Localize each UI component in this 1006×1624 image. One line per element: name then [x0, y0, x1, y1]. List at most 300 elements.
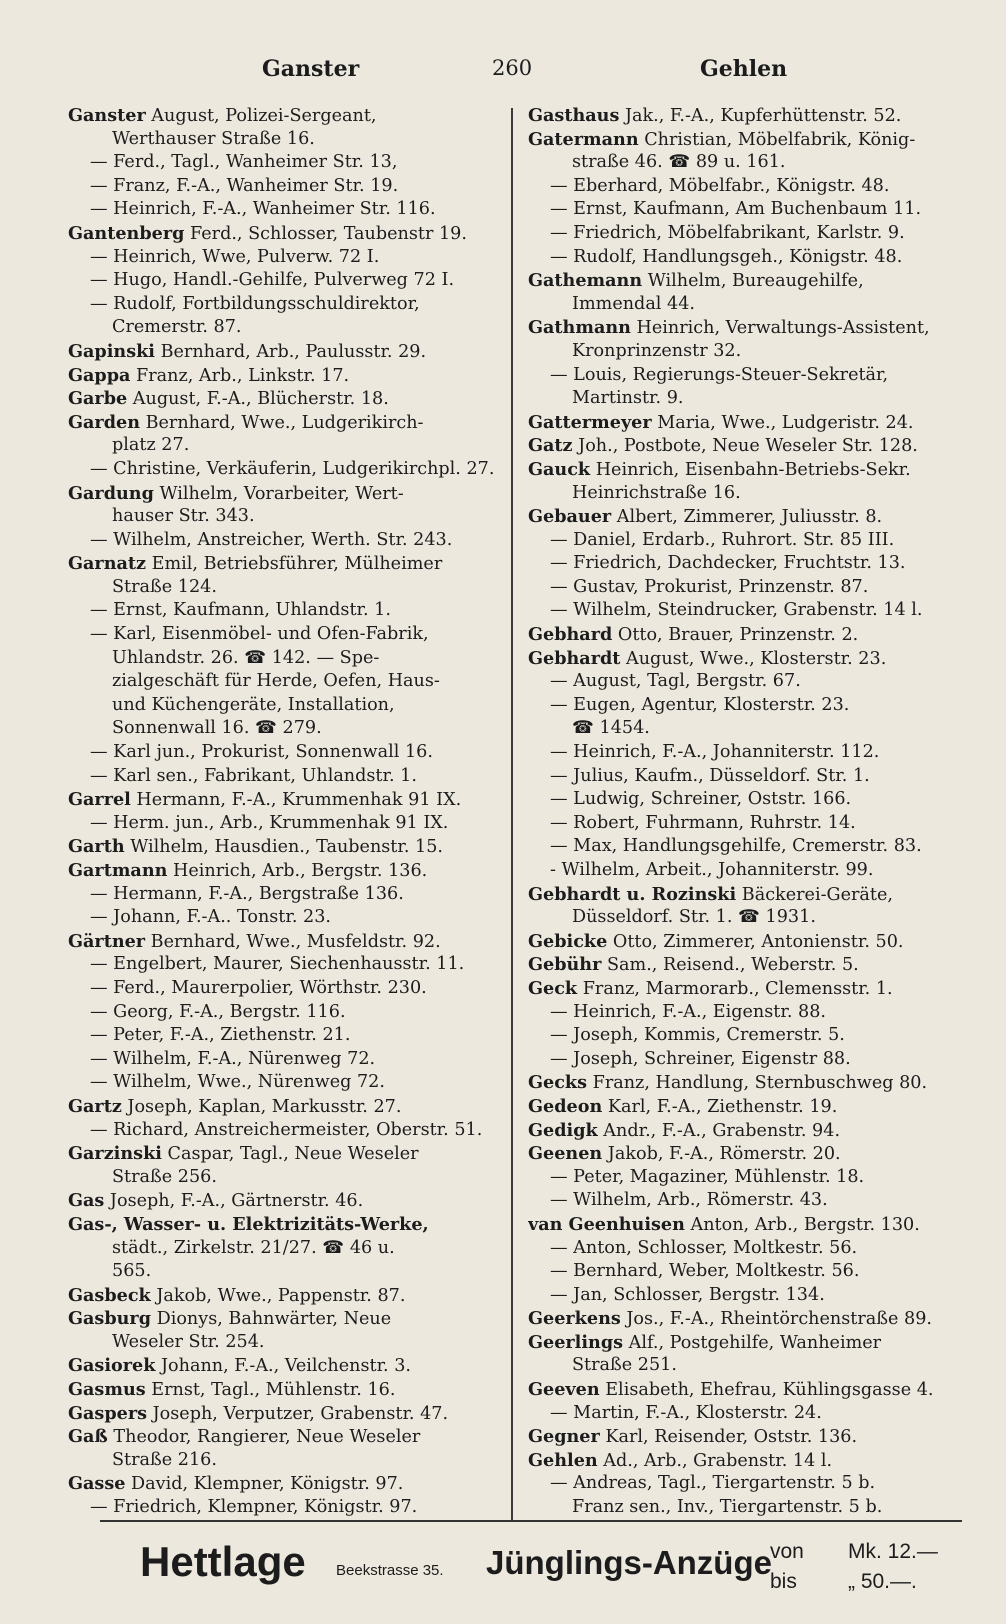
directory-entry [528, 883, 970, 907]
entry-details: — Georg, F.-A., Bergstr. 116. [90, 1001, 346, 1022]
entry-details: Christian, Möbelfabrik, König- [638, 129, 916, 150]
entry-details: Dionys, Bahnwärter, Neue [151, 1309, 392, 1330]
entry-details: — Friedrich, Möbelfabrikant, Karlstr. 9. [550, 222, 905, 243]
entry-details: — Ernst, Kaufmann, Uhlandstr. 1. [90, 600, 391, 621]
entry-details: Otto, Zimmerer, Antonienstr. 50. [607, 931, 904, 952]
entry-details: Bernhard, Arb., Paulusstr. 29. [154, 341, 427, 362]
directory-entry [68, 717, 508, 741]
entry-details: — Rudolf, Fortbildungsschuldirektor, [90, 293, 420, 314]
entry-details: — Joseph, Schreiner, Eigenstr 88. [550, 1048, 851, 1069]
entry-details: Franz, Arb., Linkstr. 17. [130, 365, 350, 386]
entry-name: Gantenberg [68, 222, 185, 244]
entry-details: Jakob, F.-A., Römerstr. 20. [602, 1144, 841, 1165]
entry-details: Karl, Reisender, Oststr. 136. [599, 1427, 858, 1448]
entry-details: Cremerstr. 87. [112, 317, 242, 338]
entry-details: — Friedrich, Klempner, Königstr. 97. [90, 1497, 418, 1518]
entry-details: städt., Zirkelstr. 21/27. ☎ 46 u. [112, 1237, 395, 1258]
entry-details: Straße 251. [572, 1355, 677, 1376]
directory-entry [68, 1213, 508, 1237]
entry-details: — Christine, Verkäuferin, Ludgerikirchpl. 27. [90, 458, 495, 479]
directory-entry [528, 529, 970, 553]
entry-details: Ernst, Tagl., Mühlenstr. 16. [145, 1380, 396, 1401]
entry-details: platz 27. [112, 435, 190, 456]
entry-details: — Peter, Magaziner, Mühlenstr. 18. [550, 1166, 865, 1187]
directory-entry [68, 222, 508, 246]
directory-entry [528, 670, 970, 694]
directory-entry [68, 1119, 508, 1143]
entry-details: hauser Str. 343. [112, 506, 255, 527]
entry-name: Gathemann [528, 270, 643, 292]
entry-details: Bernhard, Wwe., Musfeldstr. 92. [145, 931, 441, 952]
entry-details: — Engelbert, Maurer, Siechenhausstr. 11. [90, 954, 465, 975]
directory-entry [68, 458, 508, 482]
entry-details: Joseph, Verputzer, Grabenstr. 47. [147, 1403, 449, 1424]
directory-entry [68, 670, 508, 694]
entry-details: Joseph, Kaplan, Markusstr. 27. [121, 1096, 402, 1117]
directory-entry [528, 1048, 970, 1072]
entry-name: Gaspers [68, 1402, 148, 1424]
entry-name: Garden [68, 411, 140, 433]
entry-name: Gapinski [68, 340, 155, 362]
entry-details: August, F.-A., Blücherstr. 18. [127, 389, 389, 410]
directory-entry [68, 1001, 508, 1025]
directory-entry [68, 576, 508, 600]
entry-details: Joh., Postbote, Neue Weseler Str. 128. [572, 436, 918, 457]
footer-rule [100, 1520, 962, 1522]
directory-entry [528, 977, 970, 1001]
entry-details: — Friedrich, Dachdecker, Fruchtstr. 13. [550, 553, 906, 574]
directory-entry [528, 576, 970, 600]
entry-details: — Andreas, Tagl., Tiergartenstr. 5 b. [550, 1473, 876, 1494]
entry-details: — Hugo, Handl.-Gehilfe, Pulverweg 72 I. [90, 270, 455, 291]
directory-entry [68, 340, 508, 364]
entry-details: Franz, Handlung, Sternbuschweg 80. [587, 1073, 928, 1094]
ad-product: Jünglings-Anzüge [486, 1544, 772, 1581]
directory-entry [528, 694, 970, 718]
directory-entry [528, 717, 970, 741]
directory-entry [528, 1213, 970, 1237]
directory-entry [68, 529, 508, 553]
directory-entry [68, 835, 508, 859]
directory-entry [68, 1449, 508, 1473]
entry-name: Gebauer [528, 506, 612, 528]
entry-details: — August, Tagl, Bergstr. 67. [550, 671, 801, 692]
header-right-keyword: Gehlen [700, 56, 788, 82]
entry-details: — Max, Handlungsgehilfe, Cremerstr. 83. [550, 836, 922, 857]
directory-entry [528, 1189, 970, 1213]
entry-details: Otto, Brauer, Prinzenstr. 2. [612, 625, 859, 646]
ad-brand: Hettlage [140, 1538, 306, 1585]
entry-details: — Wilhelm, F.-A., Nürenweg 72. [90, 1048, 376, 1069]
directory-entry [528, 1001, 970, 1025]
entry-details: — Johann, F.-A.. Tonstr. 23. [90, 907, 332, 928]
entry-details: und Küchengeräte, Installation, [112, 694, 395, 715]
directory-entry [528, 1425, 970, 1449]
directory-entry [528, 1331, 970, 1355]
entry-details: — Bernhard, Weber, Moltkestr. 56. [550, 1261, 860, 1282]
entry-name: Gehlen [528, 1449, 598, 1471]
directory-entry [68, 977, 508, 1001]
directory-entry [528, 835, 970, 859]
entry-details: Heinrich, Eisenbahn-Betriebs-Sekr. [590, 459, 911, 480]
entry-details: ☎ 1454. [572, 718, 650, 739]
entry-name: Gedeon [528, 1095, 603, 1117]
directory-entry [528, 623, 970, 647]
entry-details: Elisabeth, Ehefrau, Kühlingsgasse 4. [599, 1380, 934, 1401]
entry-details: — Herm. jun., Arb., Krummenhak 91 IX. [90, 812, 449, 833]
directory-entry [528, 741, 970, 765]
entry-details: — Julius, Kaufm., Düsseldorf. Str. 1. [550, 765, 870, 786]
directory-entry [68, 175, 508, 199]
entry-name: Gasmus [68, 1379, 146, 1401]
entry-details: Wilhelm, Hausdien., Taubenstr. 15. [124, 837, 444, 858]
directory-entry [528, 1237, 970, 1261]
directory-entry [68, 1048, 508, 1072]
entry-name: Ganster [68, 105, 146, 126]
directory-entry [528, 953, 970, 977]
entry-name: Gaß [68, 1426, 108, 1448]
directory-entry [528, 647, 970, 671]
entry-details: zialgeschäft für Herde, Oefen, Haus- [112, 671, 440, 692]
entry-name: Gauck [528, 458, 591, 480]
directory-entry [68, 1307, 508, 1331]
directory-entry [68, 599, 508, 623]
directory-entry [528, 1284, 970, 1308]
entry-details: Alf., Postgehilfe, Wanheimer [623, 1332, 882, 1353]
directory-entry [68, 482, 508, 506]
page-number: 260 [492, 56, 533, 80]
entry-details: Jos., F.-A., Rheintörchenstraße 89. [620, 1309, 932, 1330]
directory-entry [528, 1119, 970, 1143]
directory-entry [528, 1402, 970, 1426]
directory-entry [528, 1472, 970, 1496]
entry-name: Gas-, Wasser- u. Elektrizitäts-Werke, [68, 1213, 429, 1235]
entry-details: - Wilhelm, Arbeit., Johanniterstr. 99. [550, 860, 874, 880]
directory-entry [528, 1378, 970, 1402]
entry-name: Gardung [68, 482, 154, 504]
directory-entry [528, 340, 970, 364]
directory-entry [68, 316, 508, 340]
page-header [0, 56, 1006, 90]
directory-entry [528, 128, 970, 152]
entry-details: — Karl, Eisenmöbel- und Ofen-Fabrik, [90, 624, 429, 645]
directory-entry [68, 647, 508, 671]
directory-entry [68, 906, 508, 930]
directory-entry [68, 198, 508, 222]
directory-entry [528, 104, 970, 128]
directory-entry [68, 1142, 508, 1166]
directory-entry [528, 151, 970, 175]
entry-details: Franz, Marmorarb., Clemensstr. 1. [577, 978, 893, 999]
directory-entry [68, 1354, 508, 1378]
entry-name: Gasbeck [68, 1284, 151, 1306]
entry-details: Franz sen., Inv., Tiergartenstr. 5 b. [572, 1497, 883, 1518]
entry-details: Straße 124. [112, 576, 217, 597]
entry-details: Ad., Arb., Grabenstr. 14 l. [597, 1450, 833, 1471]
entry-name: Gecks [528, 1072, 588, 1094]
entry-details: Sam., Reisend., Weberstr. 5. [601, 955, 859, 976]
directory-entry [68, 293, 508, 317]
entry-details: Jak., F.-A., Kupferhüttenstr. 52. [619, 106, 902, 126]
entry-details: Joseph, F.-A., Gärtnerstr. 46. [104, 1191, 364, 1212]
directory-entry [68, 104, 508, 128]
entry-details: Wilhelm, Vorarbeiter, Wert- [153, 483, 404, 504]
entry-details: — Wilhelm, Steindrucker, Grabenstr. 14 l. [550, 600, 923, 621]
entry-name: Gasiorek [68, 1355, 156, 1377]
directory-entry [68, 364, 508, 388]
directory-entry [528, 599, 970, 623]
left-column [68, 104, 508, 1520]
directory-entry [528, 859, 970, 883]
ad-price-to: „ 50.—. [848, 1570, 917, 1593]
entry-details: Düsseldorf. Str. 1. ☎ 1931. [572, 907, 816, 928]
directory-entry [528, 1166, 970, 1190]
directory-entry [68, 1260, 508, 1284]
ad-address: Beekstrasse 35. [336, 1562, 444, 1579]
entry-details: — Wilhelm, Wwe., Nürenweg 72. [90, 1072, 385, 1093]
entry-details: — Franz, F.-A., Wanheimer Str. 19. [90, 175, 399, 196]
directory-entry [68, 1189, 508, 1213]
directory-entry [528, 175, 970, 199]
directory-entry [68, 623, 508, 647]
entry-details: — Louis, Regierungs-Steuer-Sekretär, [550, 364, 889, 385]
directory-entry [68, 434, 508, 458]
entry-details: Heinrichstraße 16. [572, 482, 741, 503]
entry-details: — Wilhelm, Arb., Römerstr. 43. [550, 1190, 828, 1211]
directory-entry [528, 222, 970, 246]
directory-entry [68, 694, 508, 718]
directory-entry [68, 246, 508, 270]
entry-name: Gärtner [68, 930, 146, 952]
entry-details: — Eugen, Agentur, Klosterstr. 23. [550, 694, 850, 715]
entry-name: van Geenhuisen [528, 1213, 685, 1235]
directory-entry [68, 765, 508, 789]
directory-entry [528, 364, 970, 388]
ad-label-from: von [770, 1540, 804, 1563]
header-left-keyword: Ganster [262, 56, 360, 82]
entry-details: — Ferd., Maurerpolier, Wörthstr. 230. [90, 977, 427, 998]
directory-entry [68, 1425, 508, 1449]
entry-name: Gatz [528, 435, 573, 457]
entry-details: Anton, Arb., Bergstr. 130. [684, 1214, 920, 1235]
entry-name: Gebühr [528, 954, 602, 976]
directory-entry [528, 411, 970, 435]
entry-details: — Rudolf, Handlungsgeh., Königstr. 48. [550, 246, 903, 267]
entry-name: Gebhard [528, 624, 613, 646]
entry-name: Gatermann [528, 128, 639, 150]
advertisement [130, 1528, 970, 1598]
entry-details: Uhlandstr. 26. ☎ 142. — Spe- [112, 647, 380, 668]
entry-details: Andr., F.-A., Grabenstr. 94. [597, 1120, 841, 1141]
entry-details: Ferd., Schlosser, Taubenstr 19. [184, 223, 467, 244]
directory-entry [68, 411, 508, 435]
directory-entry [528, 1260, 970, 1284]
entry-name: Gedigk [528, 1119, 598, 1141]
entry-details: straße 46. ☎ 89 u. 161. [572, 152, 786, 173]
entry-details: — Richard, Anstreichermeister, Oberstr. 51. [90, 1119, 483, 1140]
entry-name: Geeven [528, 1379, 600, 1401]
directory-entry [68, 930, 508, 954]
directory-entry [528, 316, 970, 340]
entry-details: — Martin, F.-A., Klosterstr. 24. [550, 1402, 822, 1423]
directory-entry [528, 293, 970, 317]
entry-details: — Hermann, F.-A., Bergstraße 136. [90, 883, 404, 904]
entry-name: Gasburg [68, 1308, 151, 1330]
entry-details: Caspar, Tagl., Neue Weseler [161, 1144, 419, 1165]
directory-entry [68, 788, 508, 812]
entry-details: Heinrich, Verwaltungs-Assistent, [630, 318, 930, 339]
directory-entry [68, 128, 508, 152]
entry-details: — Heinrich, F.-A., Johanniterstr. 112. [550, 742, 880, 763]
entry-details: — Heinrich, F.-A., Eigenstr. 88. [550, 1001, 827, 1022]
directory-entry [68, 1237, 508, 1261]
entry-name: Gebhardt u. Rozinski [528, 883, 737, 905]
directory-entry [68, 269, 508, 293]
directory-entry [528, 387, 970, 411]
entry-name: Gartmann [68, 860, 168, 881]
directory-entry [528, 458, 970, 482]
entry-details: Johann, F.-A., Veilchenstr. 3. [155, 1356, 412, 1377]
directory-entry [528, 1142, 970, 1166]
entry-details: — Peter, F.-A., Ziethenstr. 21. [90, 1025, 351, 1046]
entry-name: Geerkens [528, 1308, 621, 1330]
directory-entry [68, 1071, 508, 1095]
entry-name: Geck [528, 977, 578, 999]
entry-details: Hermann, F.-A., Krummenhak 91 IX. [130, 790, 462, 811]
entry-details: August, Polizei-Sergeant, [145, 106, 377, 126]
entry-details: — Anton, Schlosser, Moltkestr. 56. [550, 1237, 858, 1258]
entry-details: David, Klempner, Königstr. 97. [125, 1474, 404, 1495]
entry-details: Bäckerei-Geräte, [736, 884, 893, 905]
directory-entry [528, 434, 970, 458]
directory-entry [68, 812, 508, 836]
entry-details: Sonnenwall 16. ☎ 279. [112, 718, 322, 739]
directory-entry [528, 269, 970, 293]
directory-entry [528, 812, 970, 836]
entry-details: Werthauser Straße 16. [112, 128, 315, 149]
entry-details: — Gustav, Prokurist, Prinzenstr. 87. [550, 576, 869, 597]
entry-details: — Jan, Schlosser, Bergstr. 134. [550, 1284, 825, 1305]
directory-entry [68, 1472, 508, 1496]
entry-details: — Heinrich, Wwe, Pulverw. 72 I. [90, 246, 380, 267]
directory-entry [68, 1378, 508, 1402]
directory-entry [68, 1024, 508, 1048]
entry-details: Karl, F.-A., Ziethenstr. 19. [602, 1096, 838, 1117]
directory-entry [528, 930, 970, 954]
column-divider [511, 108, 513, 1521]
directory-entry [528, 198, 970, 222]
entry-details: Bernhard, Wwe., Ludgerikirch- [139, 412, 424, 433]
entry-details: Jakob, Wwe., Pappenstr. 87. [150, 1285, 406, 1306]
directory-entry [528, 1449, 970, 1473]
entry-details: — Ludwig, Schreiner, Oststr. 166. [550, 789, 852, 810]
entry-name: Geerlings [528, 1331, 624, 1353]
entry-details: — Eberhard, Möbelfabr., Königstr. 48. [550, 175, 890, 196]
directory-entry [528, 1095, 970, 1119]
directory-entry [528, 1307, 970, 1331]
directory-entry [68, 1496, 508, 1520]
entry-details: August, Wwe., Klosterstr. 23. [620, 648, 887, 669]
entry-name: Gattermeyer [528, 411, 652, 433]
entry-details: Heinrich, Arb., Bergstr. 136. [167, 861, 428, 881]
directory-entry [528, 482, 970, 506]
right-column [528, 104, 970, 1520]
entry-name: Gartz [68, 1095, 122, 1117]
entry-name: Gebicke [528, 930, 608, 952]
entry-name: Gasse [68, 1473, 126, 1495]
entry-name: Gappa [68, 364, 131, 386]
entry-details: Maria, Wwe., Ludgeristr. 24. [651, 412, 914, 433]
entry-name: Geenen [528, 1143, 603, 1165]
directory-entry [68, 1166, 508, 1190]
directory-entry [68, 1402, 508, 1426]
entry-details: Martinstr. 9. [572, 388, 684, 409]
directory-entry [528, 246, 970, 270]
entry-details: — Karl jun., Prokurist, Sonnenwall 16. [90, 742, 433, 763]
directory-entry [528, 906, 970, 930]
directory-entry [528, 1496, 970, 1520]
directory-entry [68, 1284, 508, 1308]
entry-details: — Daniel, Erdarb., Ruhrort. Str. 85 III. [550, 529, 895, 550]
entry-name: Garbe [68, 388, 128, 410]
entry-details: Weseler Str. 254. [112, 1331, 265, 1352]
directory-entry [68, 387, 508, 411]
entry-name: Gas [68, 1190, 105, 1212]
entry-details: — Joseph, Kommis, Cremerstr. 5. [550, 1025, 845, 1046]
entry-details: Wilhelm, Bureaugehilfe, [642, 271, 864, 292]
entry-name: Gegner [528, 1426, 600, 1448]
entry-details: — Heinrich, F.-A., Wanheimer Str. 116. [90, 199, 436, 220]
directory-entry [528, 788, 970, 812]
entry-details: Theodor, Rangierer, Neue Weseler [107, 1427, 421, 1448]
directory-entry [528, 1024, 970, 1048]
directory-entry [68, 1095, 508, 1119]
entry-details: Straße 216. [112, 1449, 217, 1470]
directory-entry [68, 151, 508, 175]
directory-entry [68, 505, 508, 529]
entry-details: 565. [112, 1261, 152, 1282]
directory-entry [68, 1331, 508, 1355]
entry-name: Gebhardt [528, 647, 621, 669]
directory-entry [68, 953, 508, 977]
entry-name: Gasthaus [528, 105, 620, 126]
directory-entry [68, 552, 508, 576]
entry-name: Garth [68, 836, 125, 858]
directory-entry [528, 765, 970, 789]
entry-details: — Wilhelm, Anstreicher, Werth. Str. 243. [90, 529, 453, 550]
directory-entry [528, 505, 970, 529]
directory-entry [68, 741, 508, 765]
entry-details: Straße 256. [112, 1166, 217, 1187]
entry-name: Garrel [68, 789, 131, 811]
entry-details: Emil, Betriebsführer, Mülheimer [146, 554, 443, 575]
entry-details: — Robert, Fuhrmann, Ruhrstr. 14. [550, 812, 856, 833]
entry-details: — Karl sen., Fabrikant, Uhlandstr. 1. [90, 765, 417, 786]
entry-name: Garzinski [68, 1143, 162, 1165]
entry-details: Immendal 44. [572, 293, 696, 314]
entry-details: Kronprinzenstr 32. [572, 340, 742, 361]
directory-entry [528, 1071, 970, 1095]
entry-details: — Ferd., Tagl., Wanheimer Str. 13, [90, 152, 398, 173]
directory-entry [68, 883, 508, 907]
directory-entry [528, 552, 970, 576]
directory-entry [528, 1354, 970, 1378]
entry-name: Gathmann [528, 317, 631, 339]
entry-details: Albert, Zimmerer, Juliusstr. 8. [611, 507, 883, 528]
directory-entry [68, 859, 508, 883]
ad-price-from: Mk. 12.— [848, 1540, 938, 1563]
ad-label-to: bis [770, 1570, 797, 1593]
